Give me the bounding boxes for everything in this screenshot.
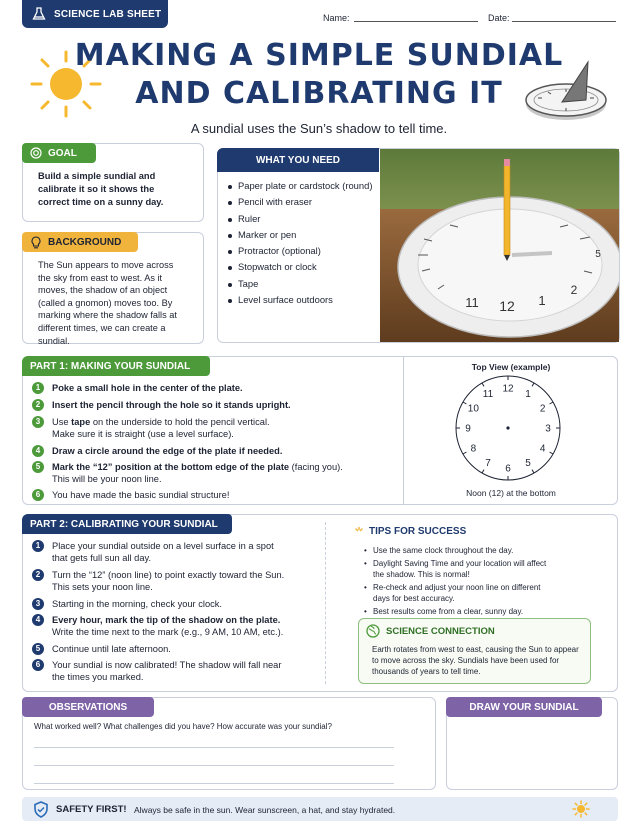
dial-number: 7	[485, 458, 491, 470]
step-text: Draw a circle around the edge of the plate if needed.	[52, 446, 283, 456]
dial-tick	[482, 470, 484, 473]
goal-pill	[22, 143, 96, 163]
step-number: 6	[32, 659, 44, 671]
need-item: Protractor (optional)	[228, 243, 378, 259]
step-number: 5	[32, 643, 44, 655]
divider	[325, 522, 326, 684]
science-heading	[366, 624, 495, 638]
dial-number: 5	[525, 458, 531, 470]
safety-text: Always be safe in the sun. Wear sunscreen, a hat, and stay hydrated.	[134, 805, 396, 815]
part1-step	[32, 416, 270, 440]
name-field[interactable]	[354, 21, 478, 22]
photo-number: 2	[570, 283, 578, 297]
sundial-photo	[380, 149, 619, 342]
step-text: This will be your noon line.	[52, 474, 162, 484]
lab-sheet-tag	[22, 0, 168, 28]
sun-icon	[572, 800, 590, 818]
step-number: 3	[32, 598, 44, 610]
flask-icon	[32, 7, 46, 21]
need-item: Tape	[228, 276, 378, 292]
step-text: Use	[52, 417, 72, 427]
step-text: Every hour, mark the tip of the shadow on the plate.	[52, 615, 281, 625]
topview-caption: Noon (12) at the bottom	[466, 488, 556, 498]
sundial-illustration	[524, 60, 610, 122]
shield-icon	[33, 801, 49, 818]
dial-number: 3	[545, 423, 551, 435]
background-pill	[22, 232, 138, 252]
part2-step	[32, 540, 274, 564]
step-text: Your sundial is now calibrated! The shadow will fall near	[52, 660, 282, 670]
dial-number: 1	[525, 388, 531, 400]
dial-number: 9	[465, 423, 471, 435]
step-text: Poke a small hole in the center of the plate.	[52, 383, 243, 393]
tip-item: • Daylight Saving Time and your location will affect the shadow. This is normal!	[364, 558, 554, 580]
background-text: The Sun appears to move across the sky from east to west. As it moves, the shadow of an object (called a gnomon) moves too. By marking where the shadow falls at different times, we can create a sundial.	[38, 260, 177, 346]
globe-icon	[366, 624, 380, 638]
part1-step	[32, 399, 291, 411]
step-number: 5	[32, 461, 44, 473]
step-text: Make sure it is straight (use a level surface).	[52, 429, 234, 439]
observations-pill	[22, 697, 154, 717]
part2-label: PART 2: CALIBRATING YOUR SUNDIAL	[30, 518, 218, 530]
need-item: Marker or pen	[228, 227, 378, 243]
date-field[interactable]	[512, 21, 616, 22]
step-text: Write the time next to the mark (e.g., 9 AM, 10 AM, etc.).	[52, 627, 284, 637]
need-pill	[217, 148, 379, 172]
need-item: Stopwatch or clock	[228, 259, 378, 275]
need-item: Paper plate or cardstock (round)	[228, 178, 378, 194]
background-label: BACKGROUND	[48, 236, 122, 248]
science-text: Earth rotates from west to east, causing the Sun to appear to move across the sky. Sundials have been used for thousands of years to tell time.	[372, 645, 579, 676]
step-text: (facing you).	[289, 462, 343, 472]
photo-number: 5	[595, 249, 601, 260]
need-item: Ruler	[228, 211, 378, 227]
part2-step	[32, 643, 171, 655]
sparkle-icon	[354, 527, 364, 537]
part2-step	[32, 569, 284, 593]
dial-tick	[463, 402, 466, 404]
part1-step	[32, 461, 343, 485]
title-line-1: MAKING A SIMPLE SUNDIAL	[74, 38, 564, 73]
dial-number: 10	[467, 403, 479, 415]
tips-heading	[354, 526, 466, 537]
photo-number: 12	[499, 298, 515, 314]
part1-step	[32, 445, 282, 457]
dial-number: 11	[482, 388, 494, 400]
photo-number: 1	[538, 293, 546, 308]
step-number: 3	[32, 416, 44, 428]
draw-pill	[446, 697, 602, 717]
step-text: on the underside to hold the pencil vertical.	[90, 417, 270, 427]
tip-item: • Re-check and adjust your noon line on different days for best accuracy.	[364, 582, 554, 604]
tips-label: TIPS FOR SUCCESS	[369, 526, 467, 537]
step-number: 2	[32, 569, 44, 581]
part1-step	[32, 489, 229, 501]
part2-step	[32, 598, 222, 610]
step-text: that gets full sun all day.	[52, 553, 152, 563]
dial-tick	[550, 402, 553, 404]
step-text: You have made the basic sundial structure!	[52, 490, 230, 500]
observations-prompt: What worked well? What challenges did you have? How accurate was your sundial?	[34, 722, 332, 731]
dial-tick	[532, 470, 534, 473]
step-text: Place your sundial outside on a level surface in a spot	[52, 541, 274, 551]
date-label: Date:	[488, 13, 510, 23]
dial-number: 8	[470, 443, 477, 455]
lightbulb-icon	[30, 236, 42, 249]
step-number: 4	[32, 614, 44, 626]
tip-item: • Best results come from a clear, sunny day.	[364, 606, 554, 617]
step-number: 6	[32, 489, 44, 501]
step-text: the times you marked.	[52, 672, 144, 682]
name-label: Name:	[323, 13, 350, 23]
need-item: Pencil with eraser	[228, 194, 378, 210]
part1-pill	[22, 356, 210, 376]
part2-step	[32, 659, 281, 683]
dial-tick	[463, 452, 466, 454]
dial-tick	[550, 452, 553, 454]
step-text: tape	[71, 417, 91, 427]
tip-item: • Use the same clock throughout the day.	[364, 545, 554, 556]
dial-number: 6	[505, 463, 511, 475]
dial-number: 2	[539, 403, 546, 415]
divider	[403, 356, 404, 505]
part2-step	[32, 614, 283, 638]
part1-label: PART 1: MAKING YOUR SUNDIAL	[30, 360, 191, 372]
lab-sheet-label: SCIENCE LAB SHEET	[54, 8, 162, 20]
need-list	[228, 178, 378, 308]
writing-line[interactable]	[34, 765, 394, 766]
step-number: 2	[32, 399, 44, 411]
tips-list	[364, 545, 554, 619]
goal-text: Build a simple sundial and calibrate it so it shows the correct time on a sunny day.	[38, 171, 164, 207]
dial-tick	[532, 383, 534, 386]
dial-tick	[482, 383, 484, 386]
step-text: Mark the “12” position at the bottom edge of the plate	[52, 462, 290, 472]
need-item: Level surface outdoors	[228, 292, 378, 308]
topview-dial	[448, 372, 568, 484]
safety-label: SAFETY FIRST!	[56, 804, 127, 815]
writing-line[interactable]	[34, 783, 394, 784]
part1-step	[32, 382, 243, 394]
step-text: Starting in the morning, check your clock.	[52, 599, 223, 609]
goal-label: GOAL	[48, 147, 77, 159]
dial-number: 12	[502, 383, 514, 395]
step-number: 1	[32, 382, 44, 394]
step-text: Continue until late afternoon.	[52, 644, 171, 654]
need-label: WHAT YOU NEED	[255, 154, 341, 166]
observations-label: OBSERVATIONS	[48, 701, 128, 713]
step-number: 1	[32, 540, 44, 552]
subtitle: A sundial uses the Sun’s shadow to tell time.	[190, 121, 448, 136]
writing-line[interactable]	[34, 747, 394, 748]
step-text: Turn the “12” (noon line) to point exactly toward the Sun.	[52, 570, 285, 580]
photo-number: 11	[465, 295, 479, 310]
topview-title: Top View (example)	[471, 362, 551, 372]
target-icon	[30, 147, 42, 159]
step-text: Insert the pencil through the hole so it stands upright.	[52, 400, 291, 410]
draw-label: DRAW YOUR SUNDIAL	[469, 701, 579, 713]
part2-pill	[22, 514, 232, 534]
step-text: This sets your noon line.	[52, 582, 153, 592]
title-line-2: AND CALIBRATING IT	[135, 76, 503, 111]
step-number: 4	[32, 445, 44, 457]
science-label: SCIENCE CONNECTION	[386, 625, 495, 637]
dial-number: 4	[539, 443, 546, 455]
